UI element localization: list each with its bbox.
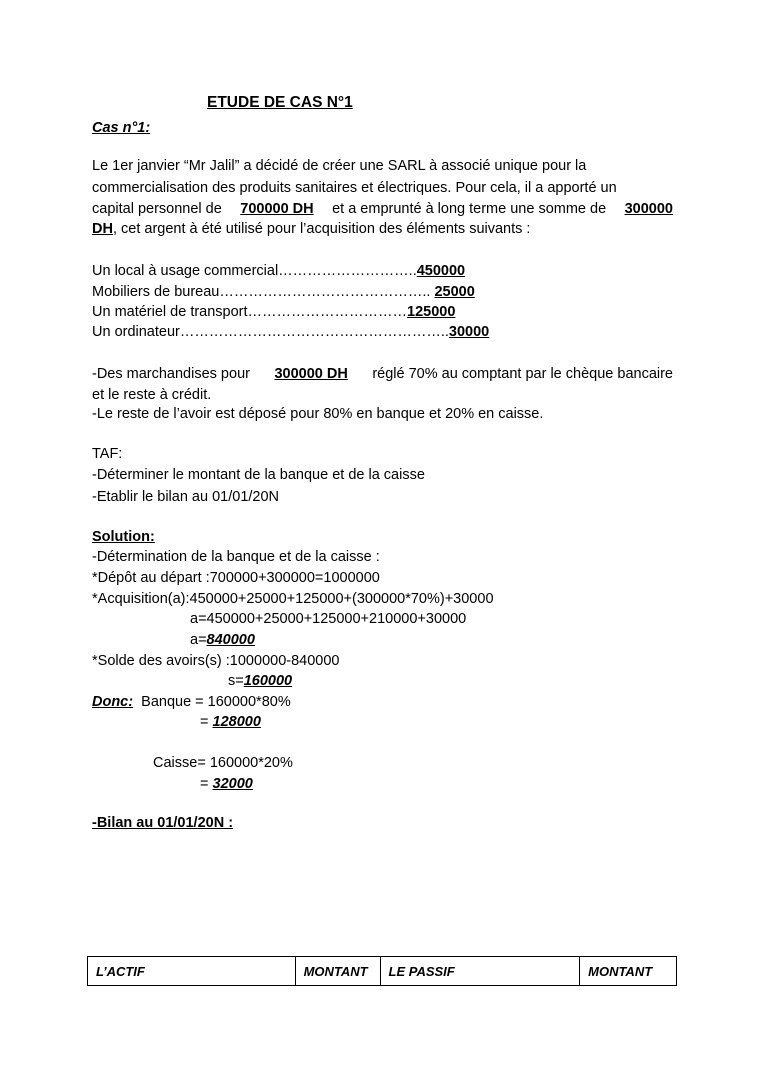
intro-text: capital personnel de: [92, 201, 222, 217]
table-header-row: [88, 957, 677, 986]
purchase-line-1: [92, 364, 673, 384]
taf-task-1: -Déterminer le montant de la banque et de la caisse: [92, 467, 425, 483]
solution-line: [228, 671, 292, 691]
variable-s: s=: [228, 673, 244, 689]
caisse-total: 32000: [212, 776, 253, 792]
equals: =: [200, 776, 213, 792]
purchase-line-3: -Le reste de l’avoir est déposé pour 80% en banque et 20% en caisse.: [92, 406, 544, 422]
acquisition-total: 840000: [206, 632, 255, 648]
intro-text: et a emprunté à long terme une somme de: [332, 201, 607, 217]
variable-a: a=: [190, 632, 207, 648]
item-row: [92, 302, 455, 322]
capital-amount: 700000 DH: [240, 201, 314, 217]
item-value: 25000: [434, 284, 475, 300]
item-label: Un local à usage commercial………………………..: [92, 263, 417, 279]
bilan-table: [87, 956, 677, 986]
item-label: Un ordinateur………………………………………………..: [92, 324, 449, 340]
currency: DH: [92, 221, 113, 237]
equals: =: [200, 714, 213, 730]
header-montant-passif: MONTANT: [580, 957, 677, 986]
banque-formula: Banque = 160000*80%: [141, 694, 291, 710]
solution-line: *Solde des avoirs(s) :1000000-840000: [92, 653, 340, 669]
item-value: 450000: [416, 263, 466, 279]
purchase-amount: 300000 DH: [274, 366, 348, 382]
item-row: [92, 261, 465, 281]
header-passif: LE PASSIF: [380, 957, 580, 986]
solution-heading: Solution:: [92, 529, 155, 545]
solution-line: [200, 774, 253, 794]
taf-heading: TAF:: [92, 446, 123, 462]
intro-line-3: [92, 199, 673, 219]
taf-task-2: -Etablir le bilan au 01/01/20N: [92, 489, 280, 505]
solution-line: a=450000+25000+125000+210000+30000: [190, 611, 467, 627]
solution-line: [200, 712, 261, 732]
purchase-line-2: et le reste à crédit.: [92, 387, 212, 403]
solution-line: [190, 630, 255, 650]
page-title: ETUDE DE CAS N°1: [207, 94, 353, 111]
item-label: Mobiliers de bureau……………………………………..: [92, 284, 431, 300]
intro-line-4: [92, 219, 530, 239]
intro-line-1: Le 1er janvier “Mr Jalil” a décidé de créer une SARL à associé unique pour la: [92, 158, 587, 174]
case-label: Cas n°1:: [92, 120, 151, 136]
loan-amount: 300000: [624, 201, 673, 217]
item-value: 30000: [448, 324, 490, 340]
item-label: Un matériel de transport……………………………: [92, 304, 408, 320]
purchase-text: réglé 70% au comptant par le chèque bancaire: [372, 366, 673, 382]
solution-line: -Détermination de la banque et de la caisse :: [92, 549, 380, 565]
balance-total: 160000: [243, 673, 293, 689]
purchase-text: -Des marchandises pour: [92, 366, 250, 382]
caisse-formula: Caisse= 160000*20%: [153, 755, 293, 771]
header-actif: L’ACTIF: [88, 957, 296, 986]
solution-line: *Dépôt au départ :700000+300000=1000000: [92, 570, 380, 586]
header-montant-actif: MONTANT: [295, 957, 380, 986]
bilan-heading: -Bilan au 01/01/20N :: [92, 815, 234, 831]
item-row: [92, 322, 489, 342]
solution-line: *Acquisition(a):450000+25000+125000+(300000*70%)+30000: [92, 591, 494, 607]
intro-line-2: commercialisation des produits sanitaires et électriques. Pour cela, il a apporté un: [92, 180, 617, 196]
banque-total: 128000: [212, 714, 261, 730]
solution-line: [92, 692, 291, 712]
intro-text: , cet argent à été utilisé pour l’acquisition des éléments suivants :: [112, 221, 531, 237]
item-row: [92, 282, 475, 302]
item-value: 125000: [407, 304, 456, 320]
donc-label: Donc:: [92, 694, 134, 710]
